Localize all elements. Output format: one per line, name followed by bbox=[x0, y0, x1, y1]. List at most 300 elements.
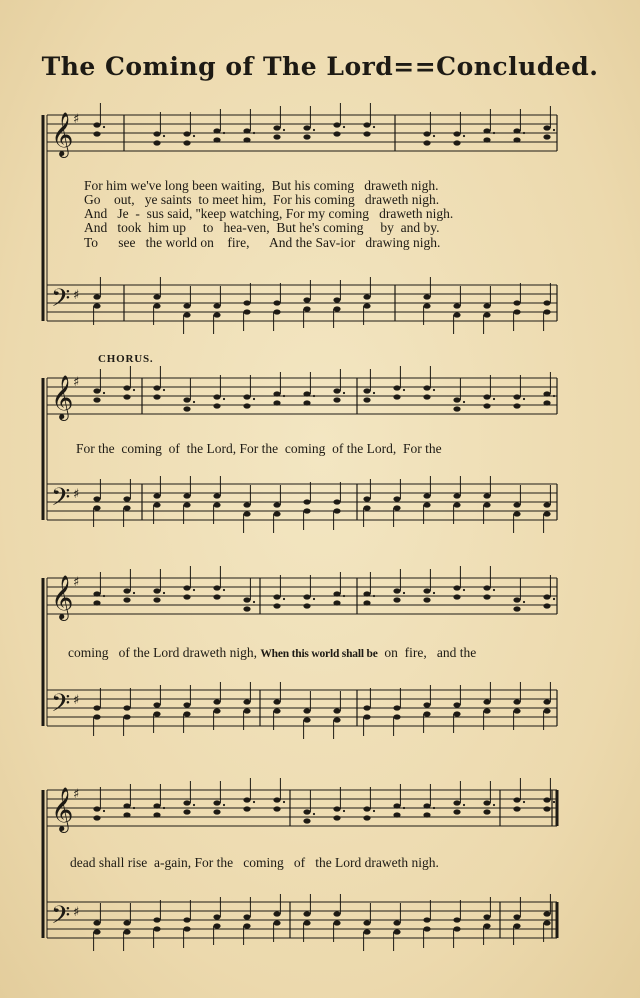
notehead bbox=[363, 929, 370, 934]
sharp-sign: ♯ bbox=[73, 112, 80, 127]
notehead bbox=[303, 911, 310, 916]
notehead bbox=[93, 806, 100, 811]
notehead bbox=[393, 920, 400, 925]
notehead bbox=[123, 505, 130, 510]
notehead bbox=[273, 797, 280, 802]
notehead bbox=[243, 708, 250, 713]
notehead bbox=[513, 309, 520, 314]
dot bbox=[193, 589, 195, 591]
notehead bbox=[213, 800, 220, 805]
notehead bbox=[423, 926, 430, 931]
notehead bbox=[543, 502, 550, 507]
notehead bbox=[93, 131, 100, 136]
notehead bbox=[543, 699, 550, 704]
notehead bbox=[213, 303, 220, 308]
notehead bbox=[183, 406, 190, 411]
notehead bbox=[543, 806, 550, 811]
notehead bbox=[393, 394, 400, 399]
notehead bbox=[183, 131, 190, 136]
notehead bbox=[93, 397, 100, 402]
notehead bbox=[303, 708, 310, 713]
notehead bbox=[513, 923, 520, 928]
notehead bbox=[453, 594, 460, 599]
notehead bbox=[393, 714, 400, 719]
notehead bbox=[243, 502, 250, 507]
notehead bbox=[543, 603, 550, 608]
notehead bbox=[543, 511, 550, 516]
notehead bbox=[183, 800, 190, 805]
notehead bbox=[363, 294, 370, 299]
notehead bbox=[333, 508, 340, 513]
notehead bbox=[93, 294, 100, 299]
notehead bbox=[453, 917, 460, 922]
dot bbox=[313, 395, 315, 397]
notehead bbox=[423, 588, 430, 593]
notehead bbox=[303, 717, 310, 722]
notehead bbox=[153, 812, 160, 817]
notehead bbox=[453, 502, 460, 507]
notehead bbox=[483, 502, 490, 507]
dot bbox=[493, 132, 495, 134]
notehead bbox=[153, 131, 160, 136]
notehead bbox=[273, 125, 280, 130]
notehead bbox=[213, 137, 220, 142]
treble-clef: 𝄞 bbox=[51, 375, 74, 419]
dot bbox=[193, 135, 195, 137]
notehead bbox=[453, 303, 460, 308]
notehead bbox=[363, 303, 370, 308]
dot bbox=[163, 592, 165, 594]
notehead bbox=[153, 493, 160, 498]
notehead bbox=[453, 585, 460, 590]
treble-clef: 𝄞 bbox=[51, 787, 74, 831]
chorus-line-2c: on fire, and the bbox=[377, 645, 477, 660]
notehead bbox=[513, 394, 520, 399]
notehead bbox=[93, 122, 100, 127]
notehead bbox=[483, 403, 490, 408]
notehead bbox=[213, 493, 220, 498]
notehead bbox=[423, 303, 430, 308]
notehead bbox=[303, 306, 310, 311]
notehead bbox=[93, 705, 100, 710]
notehead bbox=[393, 597, 400, 602]
notehead bbox=[393, 505, 400, 510]
notehead bbox=[273, 594, 280, 599]
notehead bbox=[123, 714, 130, 719]
notehead bbox=[303, 391, 310, 396]
notehead bbox=[153, 926, 160, 931]
notehead bbox=[243, 300, 250, 305]
notehead bbox=[513, 914, 520, 919]
notehead bbox=[453, 397, 460, 402]
dot bbox=[553, 395, 555, 397]
notehead bbox=[333, 397, 340, 402]
notehead bbox=[303, 920, 310, 925]
notehead bbox=[183, 585, 190, 590]
notehead bbox=[123, 705, 130, 710]
notehead bbox=[243, 394, 250, 399]
notehead bbox=[483, 303, 490, 308]
dot bbox=[433, 807, 435, 809]
notehead bbox=[513, 708, 520, 713]
chorus-line-1: For the coming of the Lord, For the coming of the Lord, For the bbox=[76, 441, 442, 456]
dot bbox=[193, 401, 195, 403]
notehead bbox=[453, 140, 460, 145]
notehead bbox=[153, 140, 160, 145]
dot bbox=[463, 589, 465, 591]
notehead bbox=[483, 394, 490, 399]
notehead bbox=[303, 125, 310, 130]
notehead bbox=[153, 597, 160, 602]
notehead bbox=[333, 306, 340, 311]
notehead bbox=[153, 711, 160, 716]
dot bbox=[163, 807, 165, 809]
verse-3-lyric: And Je - sus said, ''keep watching, For my coming draweth nigh. bbox=[84, 206, 454, 221]
notehead bbox=[423, 131, 430, 136]
chorus-line-3: dead shall rise a-gain, For the coming of the Lord draweth nigh. bbox=[70, 855, 439, 870]
notehead bbox=[453, 702, 460, 707]
notehead bbox=[183, 594, 190, 599]
notehead bbox=[213, 128, 220, 133]
notehead bbox=[393, 588, 400, 593]
bass-clef: 𝄢 bbox=[51, 901, 71, 936]
notehead bbox=[363, 714, 370, 719]
bass-clef: 𝄢 bbox=[51, 284, 71, 319]
notehead bbox=[123, 496, 130, 501]
notehead bbox=[513, 699, 520, 704]
notehead bbox=[453, 711, 460, 716]
notehead bbox=[543, 594, 550, 599]
notehead bbox=[483, 708, 490, 713]
dot bbox=[493, 804, 495, 806]
notehead bbox=[153, 394, 160, 399]
dot bbox=[103, 126, 105, 128]
notehead bbox=[123, 394, 130, 399]
notehead bbox=[273, 911, 280, 916]
dot bbox=[433, 592, 435, 594]
dot bbox=[493, 589, 495, 591]
notehead bbox=[303, 508, 310, 513]
notehead bbox=[153, 385, 160, 390]
notehead bbox=[393, 385, 400, 390]
notehead bbox=[423, 385, 430, 390]
notehead bbox=[483, 699, 490, 704]
notehead bbox=[453, 926, 460, 931]
notehead bbox=[543, 797, 550, 802]
notehead bbox=[243, 923, 250, 928]
sharp-sign: ♯ bbox=[73, 375, 80, 390]
notehead bbox=[363, 397, 370, 402]
notehead bbox=[303, 134, 310, 139]
sharp-sign: ♯ bbox=[73, 487, 80, 502]
notehead bbox=[183, 140, 190, 145]
notehead bbox=[273, 134, 280, 139]
sharp-sign: ♯ bbox=[73, 575, 80, 590]
dot bbox=[463, 401, 465, 403]
notehead bbox=[333, 708, 340, 713]
notehead bbox=[453, 800, 460, 805]
notehead bbox=[213, 914, 220, 919]
chorus-line-2b: When this world shall be bbox=[260, 648, 378, 660]
notehead bbox=[213, 502, 220, 507]
notehead bbox=[303, 499, 310, 504]
notehead bbox=[153, 803, 160, 808]
notehead bbox=[333, 297, 340, 302]
notehead bbox=[213, 312, 220, 317]
notehead bbox=[393, 929, 400, 934]
notehead bbox=[243, 806, 250, 811]
sharp-sign: ♯ bbox=[73, 905, 80, 920]
notehead bbox=[363, 920, 370, 925]
dot bbox=[553, 598, 555, 600]
notehead bbox=[393, 803, 400, 808]
dot bbox=[253, 398, 255, 400]
notehead bbox=[303, 603, 310, 608]
notehead bbox=[513, 597, 520, 602]
dot bbox=[373, 392, 375, 394]
notehead bbox=[423, 803, 430, 808]
dot bbox=[133, 389, 135, 391]
notehead bbox=[483, 800, 490, 805]
notehead bbox=[483, 128, 490, 133]
notehead bbox=[453, 406, 460, 411]
notehead bbox=[93, 303, 100, 308]
notehead bbox=[183, 711, 190, 716]
dot bbox=[313, 813, 315, 815]
notehead bbox=[303, 809, 310, 814]
notehead bbox=[273, 502, 280, 507]
notehead bbox=[153, 303, 160, 308]
notehead bbox=[363, 388, 370, 393]
notehead bbox=[423, 702, 430, 707]
notehead bbox=[483, 594, 490, 599]
sharp-sign: ♯ bbox=[73, 693, 80, 708]
notehead bbox=[153, 917, 160, 922]
notehead bbox=[333, 388, 340, 393]
bass-clef: 𝄢 bbox=[51, 689, 71, 724]
verse-2-lyric: Go out, ye saints to meet him, For his coming draweth nigh. bbox=[84, 192, 440, 207]
notehead bbox=[513, 511, 520, 516]
notehead bbox=[543, 400, 550, 405]
dot bbox=[403, 592, 405, 594]
verse-1-lyric: For him we've long been waiting, But his coming draweth nigh. bbox=[84, 178, 439, 193]
notehead bbox=[543, 911, 550, 916]
dot bbox=[463, 135, 465, 137]
notehead bbox=[153, 502, 160, 507]
notehead bbox=[273, 391, 280, 396]
notehead bbox=[243, 699, 250, 704]
notehead bbox=[243, 511, 250, 516]
notehead bbox=[303, 594, 310, 599]
notehead bbox=[423, 140, 430, 145]
notehead bbox=[93, 496, 100, 501]
treble-clef: 𝄞 bbox=[51, 112, 74, 156]
notehead bbox=[453, 809, 460, 814]
dot bbox=[133, 592, 135, 594]
notehead bbox=[93, 388, 100, 393]
notehead bbox=[183, 397, 190, 402]
notehead bbox=[513, 300, 520, 305]
dot bbox=[193, 804, 195, 806]
notehead bbox=[543, 300, 550, 305]
dot bbox=[553, 801, 555, 803]
dot bbox=[433, 389, 435, 391]
notehead bbox=[93, 815, 100, 820]
notehead bbox=[363, 505, 370, 510]
notehead bbox=[183, 303, 190, 308]
notehead bbox=[303, 400, 310, 405]
notehead bbox=[423, 502, 430, 507]
notehead bbox=[243, 309, 250, 314]
notehead bbox=[123, 588, 130, 593]
notehead bbox=[213, 585, 220, 590]
treble-clef: 𝄞 bbox=[51, 575, 74, 619]
chorus-line-2 bbox=[68, 645, 476, 662]
dot bbox=[103, 810, 105, 812]
notehead bbox=[93, 505, 100, 510]
notehead bbox=[423, 917, 430, 922]
notehead bbox=[123, 803, 130, 808]
page-title: The Coming of The Lord==Concluded. bbox=[41, 52, 599, 81]
notehead bbox=[513, 806, 520, 811]
notehead bbox=[543, 391, 550, 396]
notehead bbox=[213, 403, 220, 408]
notehead bbox=[483, 809, 490, 814]
notehead bbox=[333, 911, 340, 916]
notehead bbox=[333, 717, 340, 722]
notehead bbox=[273, 309, 280, 314]
notehead bbox=[93, 929, 100, 934]
dot bbox=[253, 132, 255, 134]
notehead bbox=[513, 606, 520, 611]
notehead bbox=[243, 797, 250, 802]
dot bbox=[373, 810, 375, 812]
notehead bbox=[423, 394, 430, 399]
notehead bbox=[333, 131, 340, 136]
dot bbox=[343, 392, 345, 394]
notehead bbox=[363, 815, 370, 820]
dot bbox=[283, 129, 285, 131]
notehead bbox=[123, 929, 130, 934]
notehead bbox=[333, 815, 340, 820]
notehead bbox=[213, 809, 220, 814]
notehead bbox=[243, 914, 250, 919]
notehead bbox=[333, 499, 340, 504]
notehead bbox=[273, 300, 280, 305]
dot bbox=[373, 126, 375, 128]
dot bbox=[223, 589, 225, 591]
notehead bbox=[93, 920, 100, 925]
notehead bbox=[153, 294, 160, 299]
notehead bbox=[273, 708, 280, 713]
notehead bbox=[393, 705, 400, 710]
notehead bbox=[363, 806, 370, 811]
notehead bbox=[453, 312, 460, 317]
notehead bbox=[363, 705, 370, 710]
dot bbox=[373, 595, 375, 597]
dot bbox=[253, 801, 255, 803]
notehead bbox=[273, 920, 280, 925]
dot bbox=[283, 598, 285, 600]
dot bbox=[313, 598, 315, 600]
notehead bbox=[543, 125, 550, 130]
notehead bbox=[123, 920, 130, 925]
dot bbox=[523, 801, 525, 803]
notehead bbox=[273, 511, 280, 516]
notehead bbox=[423, 711, 430, 716]
dot bbox=[463, 804, 465, 806]
notehead bbox=[243, 597, 250, 602]
dot bbox=[493, 398, 495, 400]
notehead bbox=[183, 502, 190, 507]
dot bbox=[223, 804, 225, 806]
notehead bbox=[93, 591, 100, 596]
notehead bbox=[213, 394, 220, 399]
notehead bbox=[543, 920, 550, 925]
notehead bbox=[153, 702, 160, 707]
notehead bbox=[393, 496, 400, 501]
notehead bbox=[543, 309, 550, 314]
dot bbox=[433, 135, 435, 137]
notehead bbox=[333, 122, 340, 127]
notehead bbox=[183, 809, 190, 814]
sharp-sign: ♯ bbox=[73, 288, 80, 303]
dot bbox=[103, 595, 105, 597]
notehead bbox=[363, 600, 370, 605]
notehead bbox=[483, 585, 490, 590]
dot bbox=[343, 810, 345, 812]
dot bbox=[313, 129, 315, 131]
notehead bbox=[363, 496, 370, 501]
notehead bbox=[93, 600, 100, 605]
dot bbox=[523, 132, 525, 134]
notehead bbox=[513, 137, 520, 142]
dot bbox=[163, 389, 165, 391]
dot bbox=[523, 398, 525, 400]
notehead bbox=[543, 134, 550, 139]
notehead bbox=[453, 493, 460, 498]
chorus-label: CHORUS. bbox=[98, 353, 154, 365]
notehead bbox=[123, 385, 130, 390]
notehead bbox=[183, 917, 190, 922]
dot bbox=[133, 807, 135, 809]
dot bbox=[283, 395, 285, 397]
notehead bbox=[243, 403, 250, 408]
notehead bbox=[543, 708, 550, 713]
notehead bbox=[273, 806, 280, 811]
dot bbox=[553, 129, 555, 131]
notehead bbox=[483, 137, 490, 142]
notehead bbox=[483, 914, 490, 919]
notehead bbox=[363, 122, 370, 127]
notehead bbox=[333, 920, 340, 925]
notehead bbox=[453, 131, 460, 136]
notehead bbox=[273, 400, 280, 405]
notehead bbox=[183, 312, 190, 317]
notehead bbox=[303, 297, 310, 302]
notehead bbox=[363, 131, 370, 136]
dot bbox=[283, 801, 285, 803]
notehead bbox=[243, 128, 250, 133]
dot bbox=[343, 126, 345, 128]
dot bbox=[253, 601, 255, 603]
dot bbox=[163, 135, 165, 137]
notehead bbox=[483, 923, 490, 928]
notehead bbox=[243, 606, 250, 611]
notehead bbox=[93, 714, 100, 719]
notehead bbox=[513, 403, 520, 408]
notehead bbox=[183, 493, 190, 498]
